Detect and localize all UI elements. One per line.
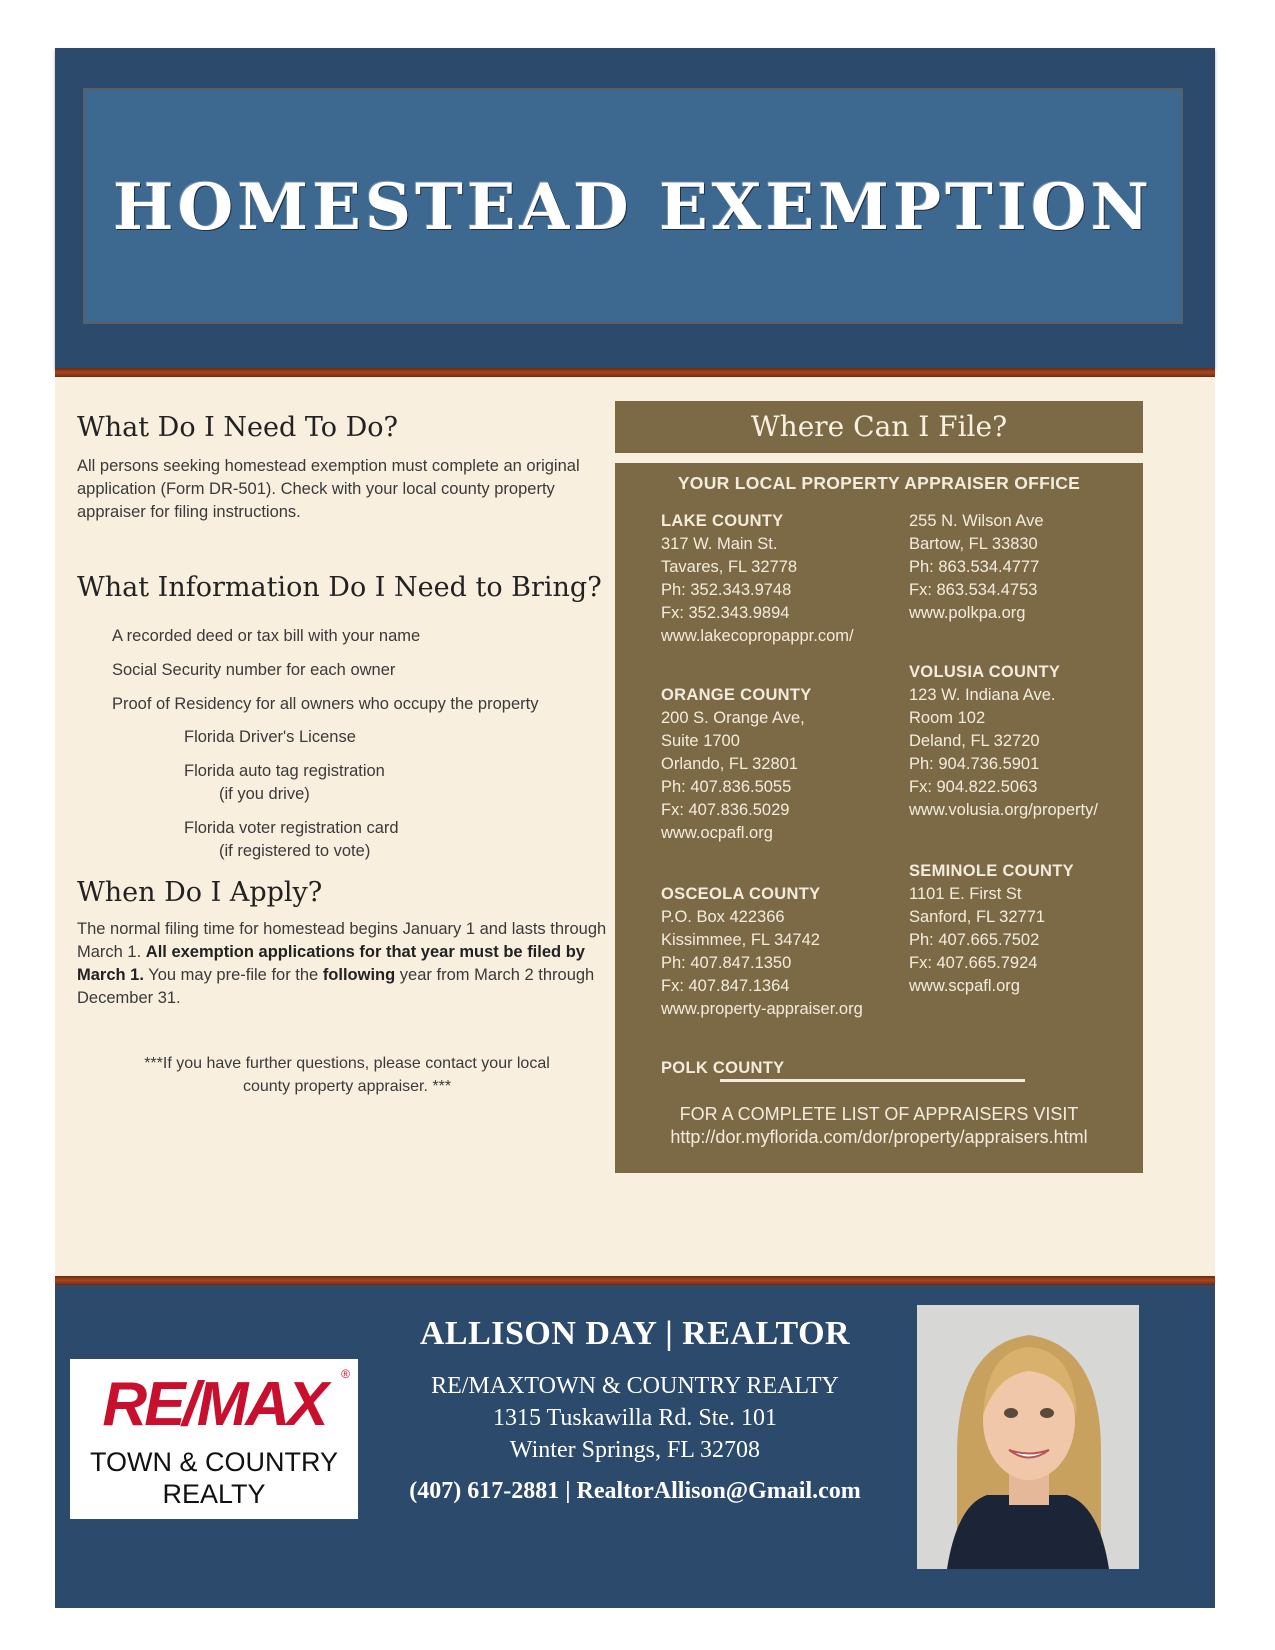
county-website: www.volusia.org/property/	[909, 801, 1098, 819]
agent-contact: (407) 617-2881 | RealtorAllison@Gmail.com	[409, 1478, 861, 1504]
divider-top	[55, 368, 1215, 377]
county-line: Fx: 407.665.7924	[909, 954, 1038, 972]
county-line: 255 N. Wilson Ave	[909, 512, 1044, 530]
county-line: Room 102	[909, 709, 986, 727]
county-line: 200 S. Orange Ave,	[661, 709, 805, 727]
agent-photo	[917, 1305, 1139, 1569]
bring-item: Social Security number for each owner	[112, 661, 396, 679]
county-line: Orlando, FL 32801	[661, 755, 798, 773]
footnote-line: county property appraiser. ***	[242, 1078, 452, 1095]
county-line: 317 W. Main St.	[661, 535, 778, 553]
page-title: HOMESTEAD EXEMPTION	[113, 170, 1153, 245]
agent-portrait-icon	[917, 1305, 1139, 1569]
county-line: Tavares, FL 32778	[661, 558, 798, 576]
office-name: RE/MAXTOWN & COUNTRY REALTY	[431, 1373, 839, 1399]
county-line: P.O. Box 422366	[661, 908, 785, 926]
county-line: Ph: 352.343.9748	[661, 581, 792, 599]
divider-bottom	[55, 1276, 1215, 1285]
office-address: Winter Springs, FL 32708	[509, 1437, 761, 1463]
county-line: Ph: 863.534.4777	[909, 558, 1040, 576]
agent-name: ALLISON DAY | REALTOR	[419, 1315, 851, 1352]
county-line: Fx: 407.836.5029	[661, 801, 790, 819]
county-line: Ph: 407.847.1350	[661, 954, 792, 972]
logo-line: REALTY	[162, 1479, 266, 1509]
county-name: OSCEOLA COUNTY	[661, 885, 821, 903]
county-line: Fx: 904.822.5063	[909, 778, 1038, 796]
what-to-do-text: All persons seeking homestead exemption must complete an original application (Form DR-501). Check with your local county property appraiser for filing instructions.	[77, 457, 580, 521]
county-name: VOLUSIA COUNTY	[909, 663, 1061, 681]
footnote-line: ***If you have further questions, please contact your local	[144, 1055, 550, 1072]
appraiser-panel	[615, 463, 1143, 1173]
panel-divider	[720, 1079, 1025, 1082]
county-orange	[661, 684, 911, 845]
county-website: www.scpafl.org	[909, 977, 1020, 995]
county-polk	[909, 510, 1159, 625]
logo-line: TOWN & COUNTRY	[89, 1447, 338, 1477]
header-inner-panel	[83, 88, 1183, 324]
when-to-apply-text: The normal filing time for homestead begins January 1 and lasts through March 1. All exemption applications for that year must be filed by March 1. You may pre-file for the following year from March 2 through December 31.	[77, 920, 607, 1007]
footnote	[97, 1052, 597, 1098]
county-website: www.lakecopropappr.com/	[661, 627, 854, 645]
county-line: Sanford, FL 32771	[909, 908, 1046, 926]
bring-item: A recorded deed or tax bill with your name	[112, 627, 421, 645]
bring-subitem-note: (if you drive)	[219, 785, 310, 803]
county-line: Deland, FL 32720	[909, 732, 1040, 750]
county-name: LAKE COUNTY	[661, 512, 784, 530]
county-website: www.ocpafl.org	[661, 824, 773, 842]
county-name: SEMINOLE COUNTY	[909, 862, 1074, 880]
county-lake	[661, 510, 911, 648]
county-line: Fx: 407.847.1364	[661, 977, 790, 995]
county-line: 123 W. Indiana Ave.	[909, 686, 1056, 704]
agent-footer	[55, 1285, 1215, 1608]
county-line: 1101 E. First St	[909, 885, 1022, 903]
where-to-file-heading: Where Can I File?	[615, 401, 1143, 453]
bring-subitem: Florida voter registration card	[184, 819, 399, 837]
county-line: Fx: 352.343.9894	[661, 604, 790, 622]
county-osceola	[661, 883, 911, 1021]
appraiser-list-note	[615, 1103, 1143, 1149]
heading-when-to-apply: When Do I Apply?	[77, 877, 323, 908]
county-line: Bartow, FL 33830	[909, 535, 1038, 553]
county-website: www.property-appraiser.org	[661, 1000, 863, 1018]
county-volusia	[909, 661, 1159, 822]
county-line: Ph: 904.736.5901	[909, 755, 1040, 773]
office-address: 1315 Tuskawilla Rd. Ste. 101	[492, 1405, 778, 1431]
county-line: Kissimmee, FL 34742	[661, 931, 820, 949]
heading-what-to-bring: What Information Do I Need to Bring?	[77, 572, 602, 603]
remax-logo	[70, 1359, 358, 1519]
flyer	[55, 48, 1215, 1608]
appraiser-list-url: http://dor.myflorida.com/dor/property/appraisers.html	[670, 1127, 1088, 1147]
remax-wordmark: RE/MAX	[102, 1370, 326, 1439]
county-line: Ph: 407.836.5055	[661, 778, 792, 796]
county-seminole	[909, 860, 1159, 998]
bring-item: Proof of Residency for all owners who occupy the property	[112, 695, 539, 713]
header-banner	[55, 48, 1215, 368]
bring-subitem-note: (if registered to vote)	[219, 842, 371, 860]
county-line: Fx: 863.534.4753	[909, 581, 1038, 599]
county-line: Ph: 407.665.7502	[909, 931, 1040, 949]
bring-subitem: Florida Driver's License	[184, 728, 356, 746]
county-name: POLK COUNTY	[661, 1059, 785, 1077]
appraiser-list-line: FOR A COMPLETE LIST OF APPRAISERS VISIT	[679, 1104, 1079, 1124]
county-line: Suite 1700	[661, 732, 740, 750]
county-polk-label	[661, 1057, 911, 1080]
county-name: ORANGE COUNTY	[661, 686, 812, 704]
heading-what-to-do: What Do I Need To Do?	[77, 412, 398, 443]
bring-subitem: Florida auto tag registration	[184, 762, 385, 780]
appraiser-panel-subheading: YOUR LOCAL PROPERTY APPRAISER OFFICE	[677, 473, 1081, 493]
registered-mark-icon: ®	[341, 1367, 350, 1381]
county-website: www.polkpa.org	[909, 604, 1026, 622]
content-area	[55, 377, 1215, 1276]
